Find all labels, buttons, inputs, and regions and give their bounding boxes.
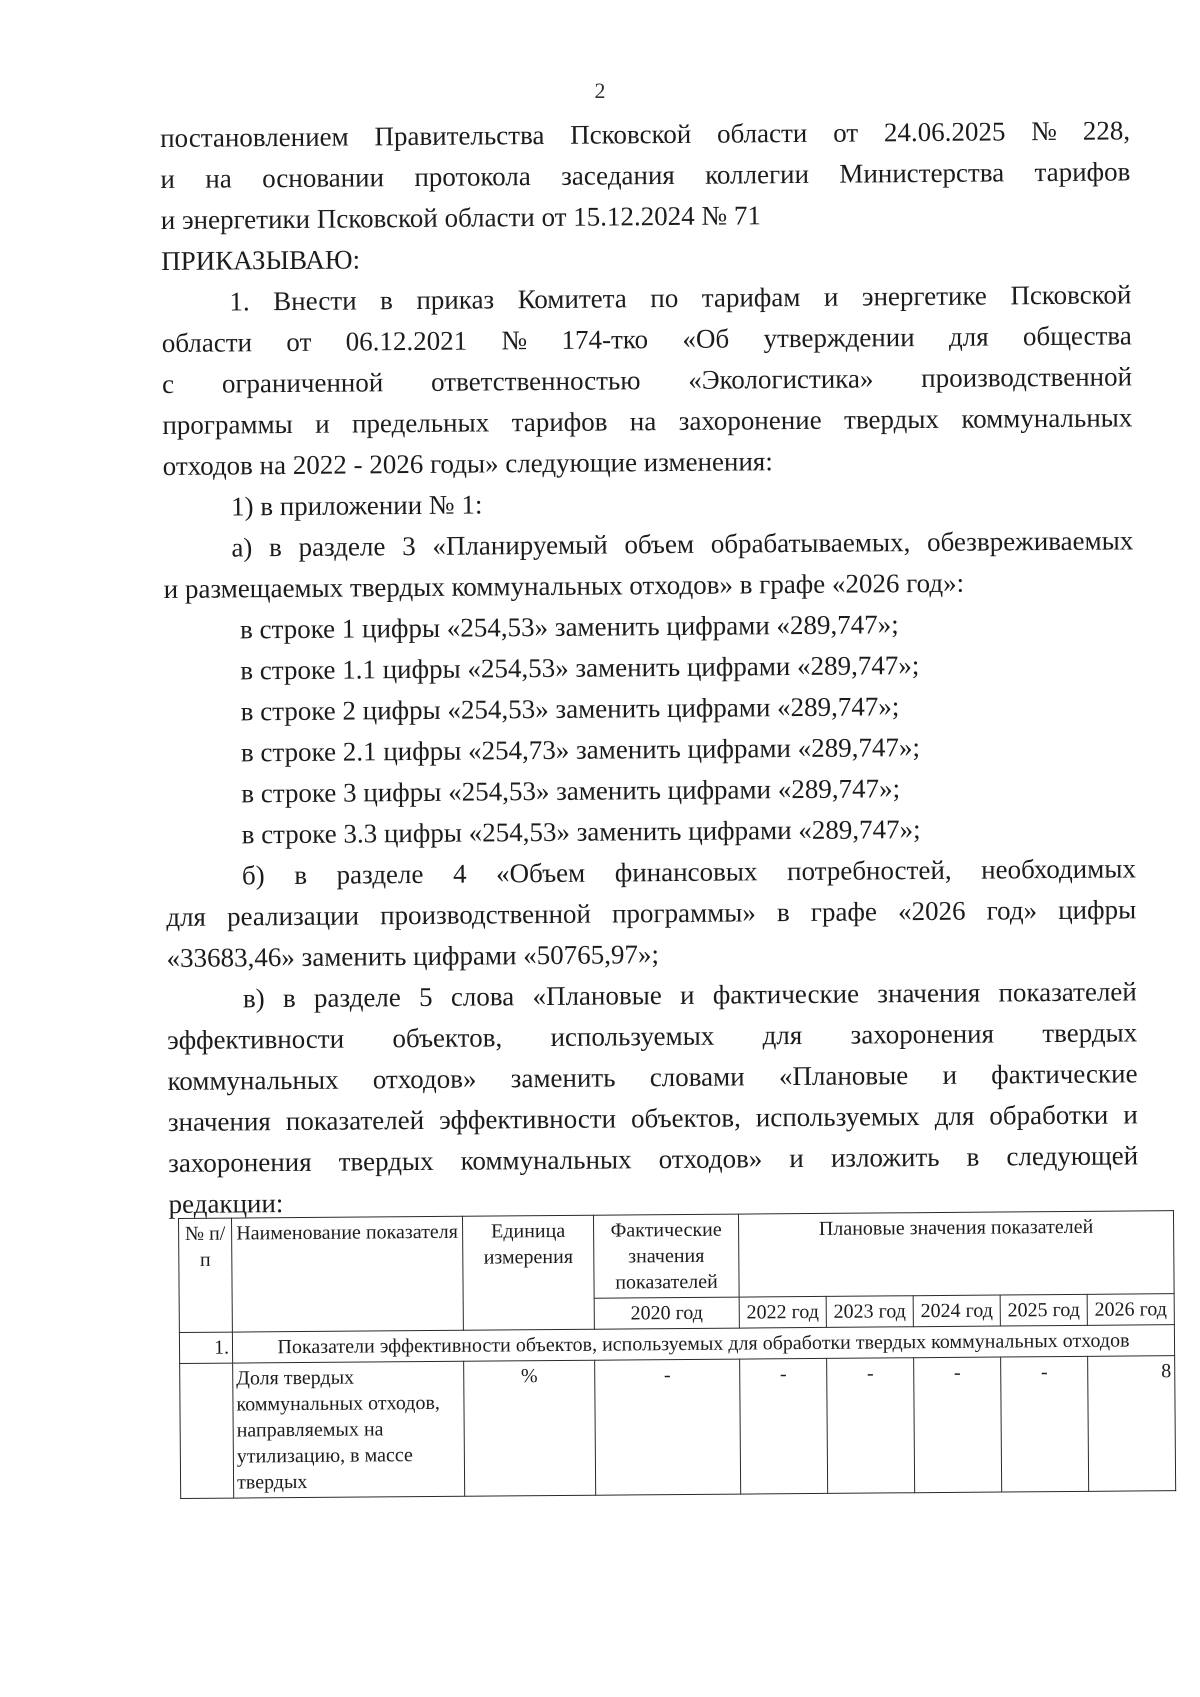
header-year: 2025 год — [1000, 1294, 1087, 1326]
header-year: 2022 год — [739, 1296, 826, 1328]
header-year: 2026 год — [1087, 1294, 1174, 1326]
word: твердых — [338, 1145, 434, 1177]
word: ограниченной — [221, 367, 384, 399]
word: используемых — [755, 1101, 920, 1133]
word: захоронения — [168, 1146, 312, 1178]
word: разделе — [313, 982, 401, 1013]
word: производственной — [921, 361, 1133, 394]
row-change-line: в строке 3 цифры «254,53» заменить цифрами «289,747»; — [241, 773, 901, 809]
word: заменить — [510, 1062, 616, 1094]
word: в — [268, 532, 282, 563]
indicator-plan-value: - — [827, 1358, 915, 1494]
word: и — [789, 1142, 804, 1174]
indicators-table-wrap — [178, 1210, 1176, 1499]
word: «Плановые — [778, 1060, 909, 1092]
word: эффективности — [439, 1103, 617, 1135]
indicators-table — [178, 1210, 1176, 1499]
word: Правительства — [374, 119, 545, 152]
word: «Экологистика» — [688, 363, 874, 395]
text-line — [162, 397, 1132, 446]
word: и — [823, 281, 839, 312]
row-number — [180, 1363, 234, 1498]
word: Внести — [273, 285, 357, 317]
word: показателей — [998, 976, 1137, 1008]
word: в — [776, 897, 790, 928]
document-body — [160, 110, 1139, 1225]
page-number: 2 — [594, 78, 606, 103]
word: следующей — [1006, 1140, 1139, 1172]
word: 228, — [1082, 115, 1131, 146]
word: коммунальных — [460, 1144, 632, 1176]
word: и — [679, 979, 695, 1010]
word: твердых — [1042, 1017, 1138, 1049]
word: отходов» — [372, 1063, 477, 1095]
word: общества — [1022, 320, 1132, 352]
word: «Об — [682, 323, 730, 354]
word: объектов, — [392, 1022, 503, 1054]
header-unit: Единица измерения — [462, 1215, 594, 1330]
indicator-plan-value: - — [914, 1357, 1002, 1493]
word: приказ — [416, 284, 495, 315]
header-number: № п/п — [179, 1218, 233, 1332]
table-header-row — [179, 1211, 1175, 1302]
header-year: 2024 год — [913, 1295, 1000, 1327]
word: изложить — [830, 1141, 940, 1173]
word: «Планируемый — [432, 529, 608, 561]
word: программы — [162, 408, 293, 440]
word: а) — [231, 532, 253, 563]
text-line: «33683,46» заменить цифрами «50765,97»; — [166, 939, 660, 973]
word: словами — [649, 1061, 745, 1093]
word: слова — [450, 981, 515, 1012]
word: и — [315, 408, 330, 439]
word: от — [833, 117, 859, 148]
word: 4 — [452, 858, 467, 889]
word: твердых — [843, 403, 940, 435]
word: заседания — [561, 159, 675, 191]
word: обезвреживаемых — [926, 525, 1134, 557]
word: коммунальных — [961, 402, 1133, 434]
word: показателей — [285, 1104, 425, 1137]
word: коммунальных — [167, 1064, 339, 1096]
header-name: Наименование показателя — [232, 1216, 464, 1332]
row-change-line: в строке 2.1 цифры «254,73» заменить цифрами «289,747»; — [240, 732, 921, 768]
word: для — [934, 1100, 975, 1131]
word: 5 — [418, 981, 433, 1012]
word: тарифов — [1034, 156, 1131, 188]
word: отходов» — [658, 1143, 763, 1175]
word: значения — [877, 977, 981, 1009]
word: в — [966, 1141, 980, 1172]
header-year: 2023 год — [826, 1296, 913, 1328]
word: в — [282, 982, 296, 1014]
word: реализации — [226, 900, 360, 932]
word: обработки — [989, 1099, 1109, 1131]
word: 24.06.2025 — [883, 116, 1006, 148]
word: области — [716, 117, 808, 149]
word: с — [161, 368, 175, 399]
word: основании — [262, 162, 385, 194]
word: потребностей, — [786, 854, 952, 887]
sub-item-1: 1) в приложении № 1: — [230, 489, 483, 522]
word: в — [294, 859, 308, 890]
text-line: отходов на 2022 - 2026 годы» следующие изменения: — [162, 446, 773, 481]
word: для — [762, 1019, 803, 1051]
word: на — [629, 406, 657, 437]
header-plan: Плановые значения показателей — [738, 1211, 1174, 1297]
word: 3 — [402, 531, 416, 562]
word: графе — [810, 896, 878, 927]
text-line — [166, 889, 1136, 938]
word: захоронение — [678, 404, 822, 436]
word: в) — [242, 983, 265, 1014]
word: б) — [241, 860, 265, 891]
word: для — [166, 901, 207, 932]
text-line — [160, 151, 1130, 200]
indicator-unit: % — [464, 1360, 596, 1496]
word: объектов, — [630, 1102, 741, 1134]
word: Министерства — [839, 157, 1005, 189]
word: 174-тко — [561, 324, 649, 355]
word: финансовых — [614, 856, 758, 888]
word: от — [286, 326, 312, 358]
word: разделе — [298, 531, 386, 562]
word: фактические — [712, 978, 860, 1010]
word: для — [948, 321, 989, 352]
word: разделе — [336, 858, 424, 890]
word: фактические — [991, 1058, 1138, 1090]
word: Псковской — [570, 118, 692, 150]
word: Комитета — [517, 283, 627, 315]
word: области — [161, 327, 253, 358]
indicator-fact: - — [595, 1359, 741, 1495]
word: и — [160, 163, 176, 194]
word: по — [650, 282, 679, 314]
word: на — [205, 163, 232, 194]
row-change-line: в строке 1.1 цифры «254,53» заменить цифрами «289,747»; — [240, 650, 920, 686]
header-fact: Фактические значения показателей — [593, 1214, 739, 1298]
word: производственной — [380, 898, 592, 931]
word: ответственностью — [430, 365, 641, 397]
table-row — [180, 1356, 1176, 1499]
indicator-plan-value: - — [1001, 1356, 1089, 1492]
indicator-name: Доля твердых коммунальных отходов, направляемых на утилизацию, в массе твердых — [233, 1361, 465, 1498]
text-line — [168, 1094, 1138, 1143]
word: обрабатываемых, — [710, 527, 911, 559]
section-title: Показатели эффективности объектов, используемых для обработки твердых коммунальных отходов — [232, 1325, 1174, 1363]
word: цифры — [1058, 894, 1137, 925]
word: № — [1031, 115, 1058, 147]
word: 1. — [229, 286, 250, 317]
row-change-line: в строке 3.3 цифры «254,53» заменить цифрами «289,747»; — [241, 814, 921, 850]
word: «Плановые — [532, 980, 662, 1012]
order-word: ПРИКАЗЫВАЮ: — [161, 244, 361, 276]
word: протокола — [414, 161, 531, 193]
word: объем — [624, 528, 695, 560]
word: энергетике — [861, 280, 987, 312]
indicator-plan-value: 8 — [1088, 1356, 1176, 1492]
word: тарифов — [511, 406, 608, 438]
word: предельных — [351, 407, 490, 439]
word: значения — [167, 1106, 271, 1137]
word: № — [501, 325, 528, 356]
word: Псковской — [1010, 279, 1132, 311]
word: «2026 — [897, 895, 966, 927]
word: коллегии — [705, 158, 810, 190]
word: «Объем — [495, 857, 586, 889]
text-line — [163, 520, 1133, 569]
word: и — [942, 1059, 958, 1090]
word: эффективности — [167, 1023, 345, 1055]
header-fact-year: 2020 год — [594, 1297, 739, 1329]
word: в — [379, 285, 393, 316]
text-line: и размещаемых твердых коммунальных отходов» в графе «2026 год»: — [163, 567, 965, 604]
row-change-line: в строке 1 цифры «254,53» заменить цифрами «289,747»; — [239, 609, 899, 645]
word: тарифам — [701, 281, 801, 313]
word: используемых — [550, 1020, 715, 1052]
word: постановлением — [160, 121, 349, 153]
text-line: и энергетики Псковской области от 15.12.2024 № 71 — [160, 200, 762, 235]
word: 06.12.2021 — [345, 325, 468, 357]
indicator-plan-value: - — [740, 1358, 828, 1494]
row-change-line: в строке 2 цифры «254,53» заменить цифрами «289,747»; — [240, 691, 900, 727]
word: необходимых — [981, 853, 1137, 885]
word: год» — [986, 895, 1038, 926]
word: утверждении — [763, 322, 915, 354]
word: программы» — [611, 897, 756, 929]
section-number: 1. — [179, 1332, 232, 1363]
word: и — [1123, 1099, 1138, 1130]
word: захоронения — [850, 1018, 995, 1050]
text-line: редакции: — [168, 1188, 284, 1219]
